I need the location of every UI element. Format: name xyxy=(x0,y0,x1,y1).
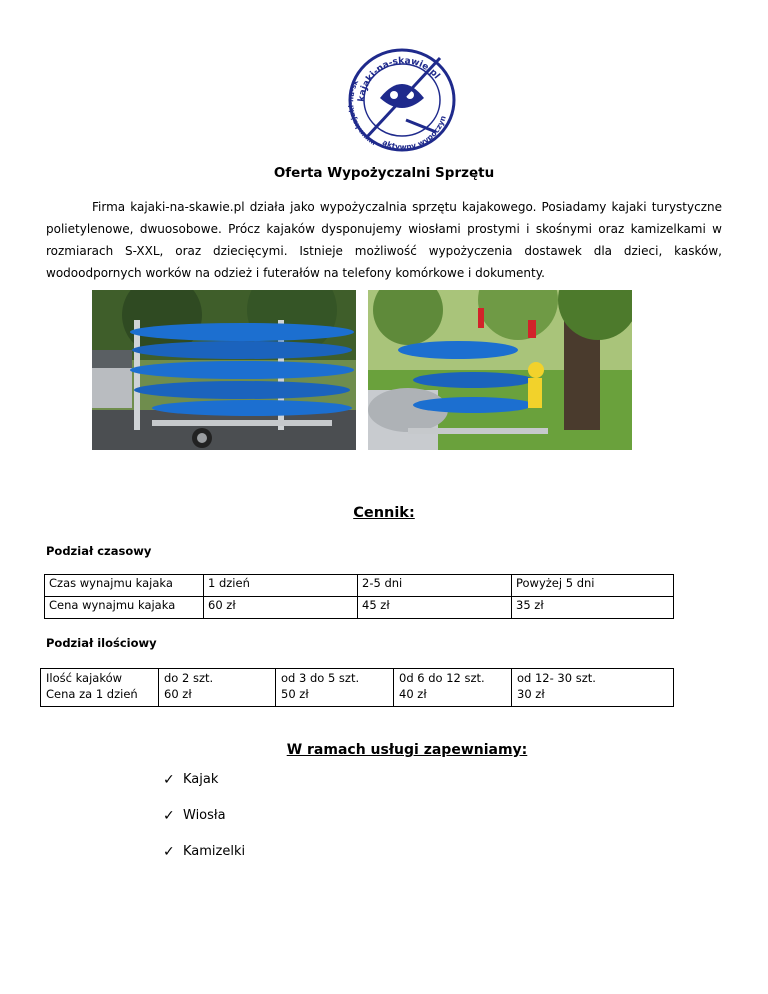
list-item-label: Kajak xyxy=(183,772,219,787)
cell-line: do 2 szt. xyxy=(164,671,214,685)
table-cell xyxy=(159,669,276,707)
table-row xyxy=(45,575,674,597)
intro-paragraph: Firma kajaki-na-skawie.pl działa jako wypożyczalnia sprzętu kajakowego. Posiadamy kajaki turystyczne polietylenowe, dwuosobowe. Prócz kajaków dysponujemy wiosłami prostymi i skośnymi oraz kamizelkami w rozmiarach S-XXL, oraz dziecięcymi. Istnieje możliwość wypożyczenia dostawek dla dzieci, kasków, wodoodpornych worków na odzież i futerałów na telefony komórkowe i dokumenty. xyxy=(46,200,722,280)
list-item-label: Kamizelki xyxy=(183,844,246,859)
cell-line: 60 zł xyxy=(164,687,192,701)
quantity-price-table xyxy=(40,668,674,707)
time-table-heading: Podział czasowy xyxy=(46,544,152,558)
table-cell xyxy=(41,669,159,707)
time-price-table xyxy=(44,574,674,619)
cell-line: Ilość kajaków xyxy=(46,671,123,685)
company-logo xyxy=(336,40,466,160)
document-title: Oferta Wypożyczalni Sprzętu xyxy=(273,165,495,181)
cell-line: 0d 6 do 12 szt. xyxy=(399,671,485,685)
cell-line: od 12- 30 szt. xyxy=(517,671,596,685)
checkmark-icon: ✓ xyxy=(163,844,175,860)
list-item xyxy=(163,772,245,808)
services-heading: W ramach usługi zapewniamy: xyxy=(286,742,528,758)
services-list xyxy=(163,772,245,880)
list-item xyxy=(163,808,245,844)
kayak-trailer-photo xyxy=(92,290,356,450)
cell-line: 50 zł xyxy=(281,687,309,701)
table-cell: Czas wynajmu kajaka xyxy=(45,575,204,597)
cell-line: od 3 do 5 szt. xyxy=(281,671,360,685)
price-list-heading: Cennik: xyxy=(353,505,415,521)
cell-line: 30 zł xyxy=(517,687,545,701)
table-cell: 60 zł xyxy=(204,597,358,619)
logo-text-bottom: aktywny wypoczyn xyxy=(381,114,448,152)
list-item-label: Wiosła xyxy=(183,808,226,823)
table-cell xyxy=(276,669,394,707)
table-cell xyxy=(394,669,512,707)
table-cell: 45 zł xyxy=(358,597,512,619)
table-cell xyxy=(512,669,674,707)
table-row xyxy=(45,597,674,619)
table-cell: 2-5 dni xyxy=(358,575,512,597)
logo-text-left: www.kajaki-na-sk xyxy=(347,78,378,148)
checkmark-icon: ✓ xyxy=(163,808,175,824)
table-cell: Cena wynajmu kajaka xyxy=(45,597,204,619)
table-cell: 35 zł xyxy=(512,597,674,619)
cell-line: Cena za 1 dzień xyxy=(46,687,138,701)
table-cell: Powyżej 5 dni xyxy=(512,575,674,597)
quantity-table-heading: Podział ilościowy xyxy=(46,636,157,650)
list-item xyxy=(163,844,245,880)
table-cell: 1 dzień xyxy=(204,575,358,597)
table-row xyxy=(41,669,674,707)
checkmark-icon: ✓ xyxy=(163,772,175,788)
logo-text-top: kajaki-na-skawie.pl xyxy=(356,56,442,103)
trailer-paddles-photo xyxy=(368,290,632,450)
cell-line: 40 zł xyxy=(399,687,427,701)
